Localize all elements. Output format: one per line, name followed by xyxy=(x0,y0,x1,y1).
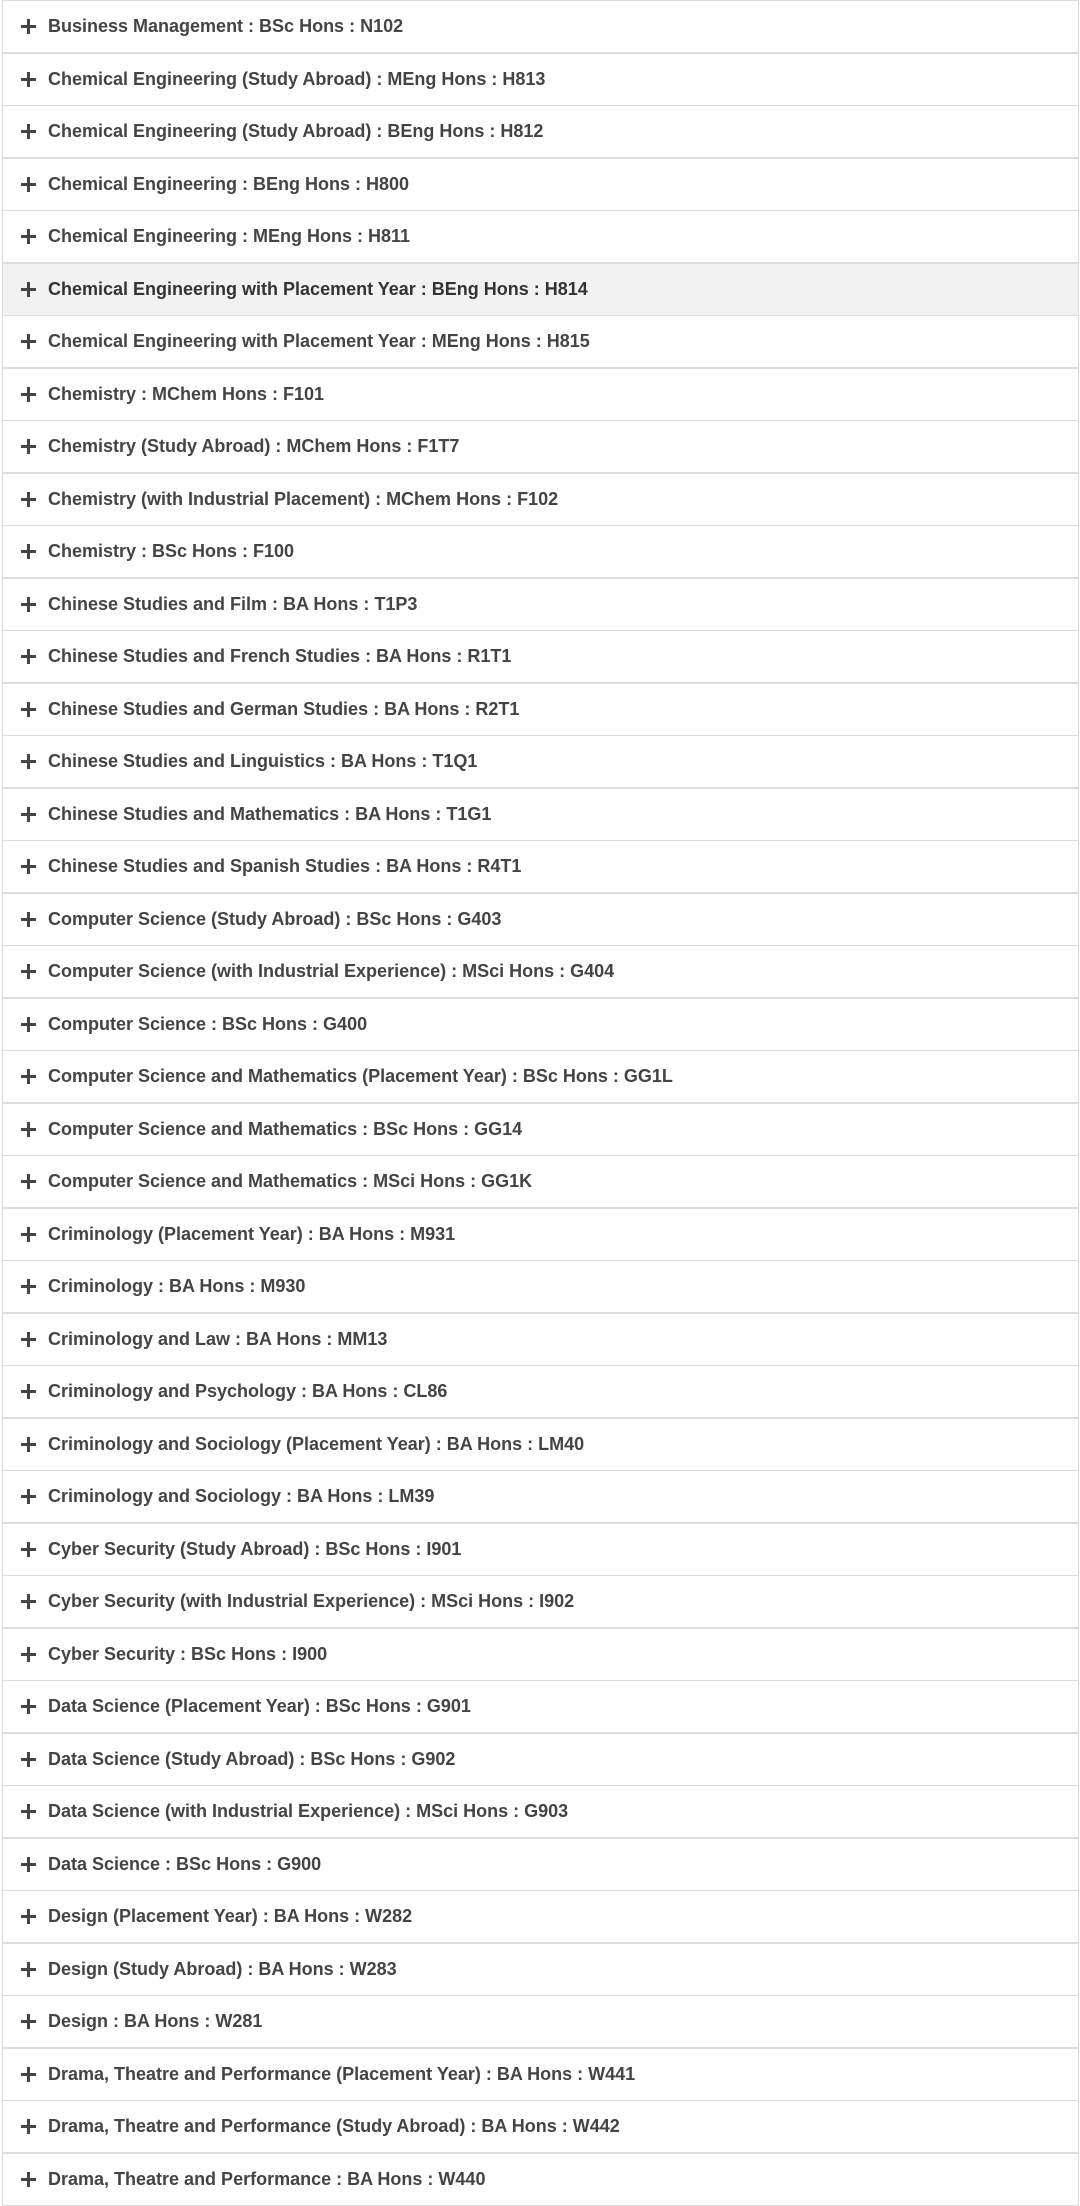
plus-expand-icon[interactable] xyxy=(21,912,36,927)
course-accordion-item[interactable] xyxy=(2,893,1079,946)
course-accordion-item[interactable] xyxy=(2,158,1079,211)
plus-expand-icon[interactable] xyxy=(21,1069,36,1084)
plus-expand-icon[interactable] xyxy=(21,649,36,664)
course-accordion-item[interactable] xyxy=(2,735,1079,788)
course-accordion-item[interactable] xyxy=(2,578,1079,631)
course-title: Cyber Security (Study Abroad) : BSc Hons : I901 xyxy=(48,1539,462,1559)
course-accordion-item[interactable] xyxy=(2,1943,1079,1996)
course-accordion-item[interactable] xyxy=(2,1628,1079,1681)
plus-expand-icon[interactable] xyxy=(21,229,36,244)
course-title: Chemical Engineering (Study Abroad) : BEng Hons : H812 xyxy=(48,121,544,141)
plus-expand-icon[interactable] xyxy=(21,1909,36,1924)
course-accordion-item[interactable] xyxy=(2,945,1079,998)
course-accordion-item[interactable] xyxy=(2,788,1079,841)
course-title: Chinese Studies and Spanish Studies : BA Hons : R4T1 xyxy=(48,856,522,876)
course-accordion-item[interactable] xyxy=(2,1103,1079,1156)
plus-expand-icon[interactable] xyxy=(21,124,36,139)
plus-expand-icon[interactable] xyxy=(21,1857,36,1872)
course-title: Criminology : BA Hons : M930 xyxy=(48,1276,306,1296)
course-title: Computer Science and Mathematics : MSci Hons : GG1K xyxy=(48,1171,533,1191)
plus-expand-icon[interactable] xyxy=(21,1542,36,1557)
course-accordion-item[interactable] xyxy=(2,998,1079,1051)
plus-expand-icon[interactable] xyxy=(21,2067,36,2082)
plus-expand-icon[interactable] xyxy=(21,1804,36,1819)
course-accordion-item[interactable] xyxy=(2,1733,1079,1786)
course-title: Drama, Theatre and Performance : BA Hons : W440 xyxy=(48,2169,486,2189)
course-title: Design (Placement Year) : BA Hons : W282 xyxy=(48,1906,413,1926)
plus-expand-icon[interactable] xyxy=(21,1332,36,1347)
plus-expand-icon[interactable] xyxy=(21,1384,36,1399)
course-title: Computer Science and Mathematics (Placement Year) : BSc Hons : GG1L xyxy=(48,1066,673,1086)
plus-expand-icon[interactable] xyxy=(21,1489,36,1504)
plus-expand-icon[interactable] xyxy=(21,1699,36,1714)
course-accordion-item[interactable] xyxy=(2,210,1079,263)
course-accordion-item[interactable] xyxy=(2,0,1079,53)
course-accordion-item[interactable] xyxy=(2,105,1079,158)
course-accordion-item[interactable] xyxy=(2,1995,1079,2048)
course-title: Data Science (Study Abroad) : BSc Hons : G902 xyxy=(48,1749,456,1769)
course-accordion-item[interactable] xyxy=(2,315,1079,368)
course-title: Design : BA Hons : W281 xyxy=(48,2011,263,2031)
course-accordion-item[interactable] xyxy=(2,1208,1079,1261)
plus-expand-icon[interactable] xyxy=(21,754,36,769)
course-title: Chemical Engineering with Placement Year : MEng Hons : H815 xyxy=(48,331,590,351)
plus-expand-icon[interactable] xyxy=(21,1279,36,1294)
course-title: Data Science (with Industrial Experience) : MSci Hons : G903 xyxy=(48,1801,569,1821)
course-title: Criminology and Sociology (Placement Year) : BA Hons : LM40 xyxy=(48,1434,585,1454)
course-accordion-item[interactable] xyxy=(2,1575,1079,1628)
course-title: Computer Science and Mathematics : BSc Hons : GG14 xyxy=(48,1119,523,1139)
course-accordion-item[interactable] xyxy=(2,368,1079,421)
course-accordion-item[interactable] xyxy=(2,683,1079,736)
course-accordion-item[interactable] xyxy=(2,1523,1079,1576)
course-title: Business Management : BSc Hons : N102 xyxy=(48,16,404,36)
course-title: Cyber Security (with Industrial Experience) : MSci Hons : I902 xyxy=(48,1591,575,1611)
course-accordion-item[interactable] xyxy=(2,2153,1079,2206)
course-title: Chemical Engineering : MEng Hons : H811 xyxy=(48,226,411,246)
plus-expand-icon[interactable] xyxy=(21,387,36,402)
plus-expand-icon[interactable] xyxy=(21,964,36,979)
plus-expand-icon[interactable] xyxy=(21,2172,36,2187)
plus-expand-icon[interactable] xyxy=(21,177,36,192)
course-accordion-item[interactable] xyxy=(2,630,1079,683)
course-accordion-item[interactable] xyxy=(2,1050,1079,1103)
course-accordion-item[interactable] xyxy=(2,263,1079,316)
course-accordion-item[interactable] xyxy=(2,1838,1079,1891)
course-accordion-item[interactable] xyxy=(2,2048,1079,2101)
course-title: Chinese Studies and Film : BA Hons : T1P3 xyxy=(48,594,418,614)
plus-expand-icon[interactable] xyxy=(21,859,36,874)
plus-expand-icon[interactable] xyxy=(21,492,36,507)
course-title: Data Science (Placement Year) : BSc Hons : G901 xyxy=(48,1696,471,1716)
course-title: Chinese Studies and Mathematics : BA Hons : T1G1 xyxy=(48,804,492,824)
course-title: Computer Science (Study Abroad) : BSc Hons : G403 xyxy=(48,909,502,929)
plus-expand-icon[interactable] xyxy=(21,1647,36,1662)
course-title: Design (Study Abroad) : BA Hons : W283 xyxy=(48,1959,397,1979)
plus-expand-icon[interactable] xyxy=(21,1122,36,1137)
course-title: Chinese Studies and Linguistics : BA Hons : T1Q1 xyxy=(48,751,478,771)
course-accordion-item[interactable] xyxy=(2,1365,1079,1418)
course-title: Chinese Studies and German Studies : BA Hons : R2T1 xyxy=(48,699,520,719)
plus-expand-icon[interactable] xyxy=(21,19,36,34)
course-title: Criminology (Placement Year) : BA Hons : M931 xyxy=(48,1224,456,1244)
course-accordion-item[interactable] xyxy=(2,1155,1079,1208)
course-title: Chinese Studies and French Studies : BA Hons : R1T1 xyxy=(48,646,512,666)
course-title: Chemical Engineering : BEng Hons : H800 xyxy=(48,174,410,194)
plus-expand-icon[interactable] xyxy=(21,1594,36,1609)
course-title: Drama, Theatre and Performance (Placement Year) : BA Hons : W441 xyxy=(48,2064,636,2084)
course-accordion-item[interactable] xyxy=(2,840,1079,893)
course-accordion-item[interactable] xyxy=(2,1890,1079,1943)
course-title: Criminology and Sociology : BA Hons : LM39 xyxy=(48,1486,435,1506)
course-accordion-item[interactable] xyxy=(2,420,1079,473)
course-accordion-item[interactable] xyxy=(2,1313,1079,1366)
course-accordion-item[interactable] xyxy=(2,1785,1079,1838)
course-accordion-item[interactable] xyxy=(2,525,1079,578)
plus-expand-icon[interactable] xyxy=(21,334,36,349)
course-accordion-item[interactable] xyxy=(2,1260,1079,1313)
plus-expand-icon[interactable] xyxy=(21,72,36,87)
plus-expand-icon[interactable] xyxy=(21,1962,36,1977)
course-accordion-item[interactable] xyxy=(2,2100,1079,2153)
course-title: Criminology and Psychology : BA Hons : CL86 xyxy=(48,1381,448,1401)
course-title: Computer Science (with Industrial Experience) : MSci Hons : G404 xyxy=(48,961,615,981)
course-title: Chemical Engineering with Placement Year : BEng Hons : H814 xyxy=(48,279,588,299)
plus-expand-icon[interactable] xyxy=(21,597,36,612)
course-accordion-item[interactable] xyxy=(2,1680,1079,1733)
course-title: Chemistry (Study Abroad) : MChem Hons : F1T7 xyxy=(48,436,460,456)
plus-expand-icon[interactable] xyxy=(21,544,36,559)
plus-expand-icon[interactable] xyxy=(21,1174,36,1189)
plus-expand-icon[interactable] xyxy=(21,439,36,454)
plus-expand-icon[interactable] xyxy=(21,1227,36,1242)
course-accordion-item[interactable] xyxy=(2,473,1079,526)
plus-expand-icon[interactable] xyxy=(21,1017,36,1032)
plus-expand-icon[interactable] xyxy=(21,282,36,297)
course-title: Chemical Engineering (Study Abroad) : MEng Hons : H813 xyxy=(48,69,546,89)
course-title: Chemistry : MChem Hons : F101 xyxy=(48,384,325,404)
course-title: Chemistry (with Industrial Placement) : MChem Hons : F102 xyxy=(48,489,559,509)
course-title: Data Science : BSc Hons : G900 xyxy=(48,1854,322,1874)
plus-expand-icon[interactable] xyxy=(21,1437,36,1452)
course-title: Drama, Theatre and Performance (Study Abroad) : BA Hons : W442 xyxy=(48,2116,620,2136)
course-title: Criminology and Law : BA Hons : MM13 xyxy=(48,1329,388,1349)
plus-expand-icon[interactable] xyxy=(21,807,36,822)
plus-expand-icon[interactable] xyxy=(21,2014,36,2029)
plus-expand-icon[interactable] xyxy=(21,1752,36,1767)
plus-expand-icon[interactable] xyxy=(21,2119,36,2134)
course-accordion-item[interactable] xyxy=(2,53,1079,106)
course-accordion-item[interactable] xyxy=(2,1470,1079,1523)
course-title: Chemistry : BSc Hons : F100 xyxy=(48,541,295,561)
course-title: Cyber Security : BSc Hons : I900 xyxy=(48,1644,328,1664)
plus-expand-icon[interactable] xyxy=(21,702,36,717)
course-accordion-item[interactable] xyxy=(2,1418,1079,1471)
course-title: Computer Science : BSc Hons : G400 xyxy=(48,1014,368,1034)
